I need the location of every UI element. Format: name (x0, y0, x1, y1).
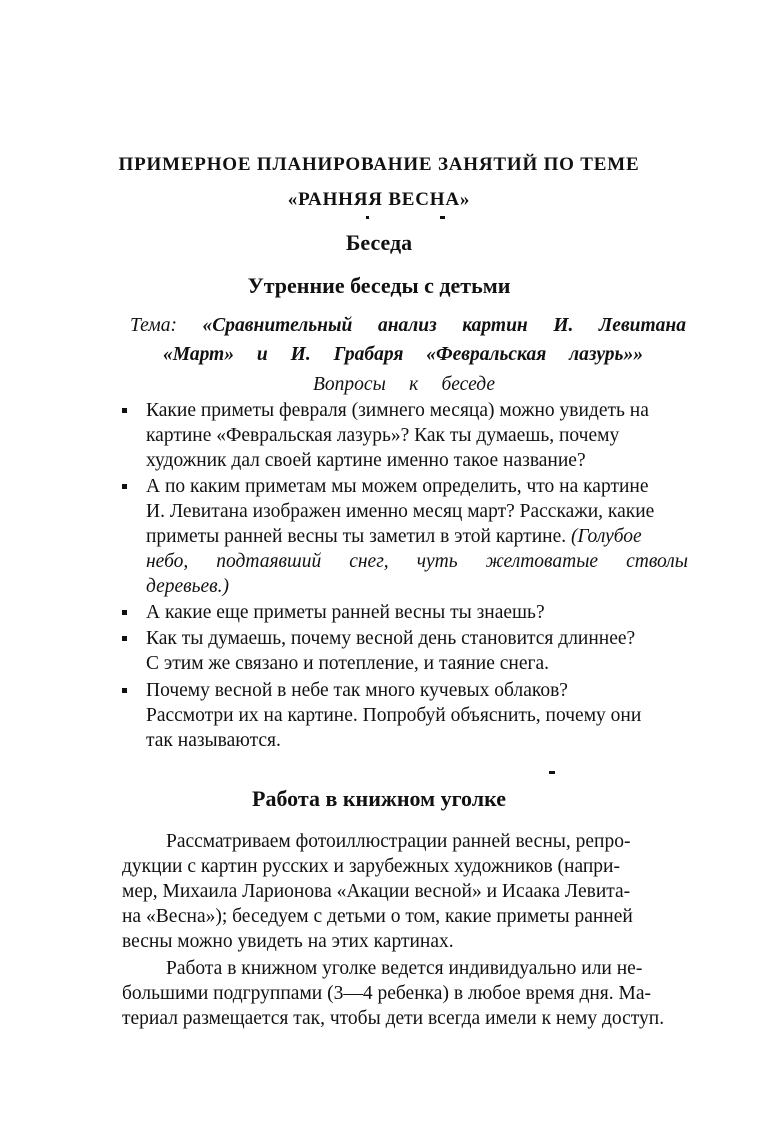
bullet-marker (122, 688, 127, 693)
morning-conversations-heading: Утренние беседы с детьми (247, 273, 511, 298)
questions-word: Вопросы (313, 374, 386, 395)
questions-heading (313, 372, 495, 397)
scan-mark (549, 771, 555, 774)
italic-word: чуть (416, 551, 458, 572)
topic-word: картин (462, 315, 528, 336)
bullet-1-line-1: Какие приметы февраля (зимнего месяца) можно увидеть на (146, 400, 649, 421)
bullet-2-line-3-text: приметы ранней весны ты заметил в этой картине. (146, 526, 567, 547)
topic-word: И. (290, 344, 311, 365)
scan-mark (440, 216, 445, 219)
bullet-marker (122, 610, 127, 615)
paragraph-1-line-1: Рассматриваем фотоиллюстрации ранней весны, репро- (166, 831, 631, 852)
bullet-5-line-2: Рассмотри их на картине. Попробуй объяснить, почему они (146, 705, 642, 726)
topic-word: И. (553, 315, 574, 336)
bullet-2-line-2: И. Левитана изображен именно месяц март? Расскажи, какие (146, 501, 655, 522)
bullet-marker (122, 484, 127, 489)
questions-word: к (409, 374, 419, 395)
bullet-2-line-4 (146, 549, 688, 574)
paragraph-1-line-5: весны можно увидеть на этих картинах. (122, 931, 454, 952)
bullet-2-line-5: деревьев.) (146, 576, 229, 597)
bullet-2-line-3-italic: (Голубое (570, 526, 642, 547)
italic-word: желтоватые (485, 551, 599, 572)
bullet-4-line-2: С этим же связано и потепление, и таяние снега. (146, 653, 550, 674)
bullet-5-line-1: Почему весной в небе так много кучевых облаков? (146, 680, 568, 701)
italic-word: снег, (349, 551, 389, 572)
paragraph-2-line-2: большими подгруппами (3—4 ребенка) в любое время дня. Ма- (122, 983, 652, 1004)
scan-mark (366, 216, 369, 219)
bullet-4-line-1: Как ты думаешь, почему весной день становится длиннее? (146, 628, 636, 649)
topic-word: анализ (377, 315, 437, 336)
topic-word: лазурь»» (569, 344, 643, 365)
bullet-marker (122, 408, 127, 413)
page-title-line-1: ПРИМЕРНОЕ ПЛАНИРОВАНИЕ ЗАНЯТИЙ ПО ТЕМЕ (118, 154, 640, 175)
bullet-1-line-2: картине «Февральская лазурь»? Как ты думаешь, почему (146, 425, 620, 446)
bullet-3-line-1: А какие еще приметы ранней весны ты знаешь? (146, 602, 545, 623)
italic-word: стволы (626, 551, 688, 572)
conversation-heading: Беседа (345, 230, 413, 255)
topic-line-1 (130, 313, 686, 338)
italic-word: подтаявший (216, 551, 322, 572)
topic-word: Грабаря (333, 344, 404, 365)
topic-word: и (256, 344, 268, 365)
bullet-5-line-3: так называются. (146, 730, 281, 751)
paragraph-2-line-3: териал размещается так, чтобы дети всегда имели к нему доступ. (122, 1008, 665, 1029)
paragraph-1-line-2: дукции с картин русских и зарубежных художников (напри- (122, 856, 620, 877)
paragraph-2-line-1: Работа в книжном уголке ведется индивидуально или не- (166, 958, 643, 979)
bullet-2-line-1: А по каким приметам мы можем определить, что на картине (146, 476, 649, 497)
page-title-line-2: «РАННЯЯ ВЕСНА» (287, 189, 471, 210)
topic-word: «Март» (163, 344, 234, 365)
questions-word: беседе (441, 374, 495, 395)
topic-word: Тема: (130, 315, 177, 336)
topic-word: Левитана (598, 315, 686, 336)
italic-word: небо, (146, 551, 189, 572)
paragraph-1-line-4: на «Весна»); беседуем с детьми о том, какие приметы ранней (122, 906, 633, 927)
bullet-2-line-3 (146, 524, 642, 549)
topic-word: «Февральская (426, 344, 547, 365)
bullet-marker (122, 636, 127, 641)
book-corner-heading: Работа в книжном уголке (252, 786, 506, 811)
bullet-1-line-3: художник дал своей картине именно такое название? (146, 450, 586, 471)
topic-line-2 (163, 342, 643, 367)
paragraph-1-line-3: мер, Михаила Ларионова «Акации весной» и Исаака Левита- (122, 881, 631, 902)
topic-word: «Сравнительный (202, 315, 353, 336)
